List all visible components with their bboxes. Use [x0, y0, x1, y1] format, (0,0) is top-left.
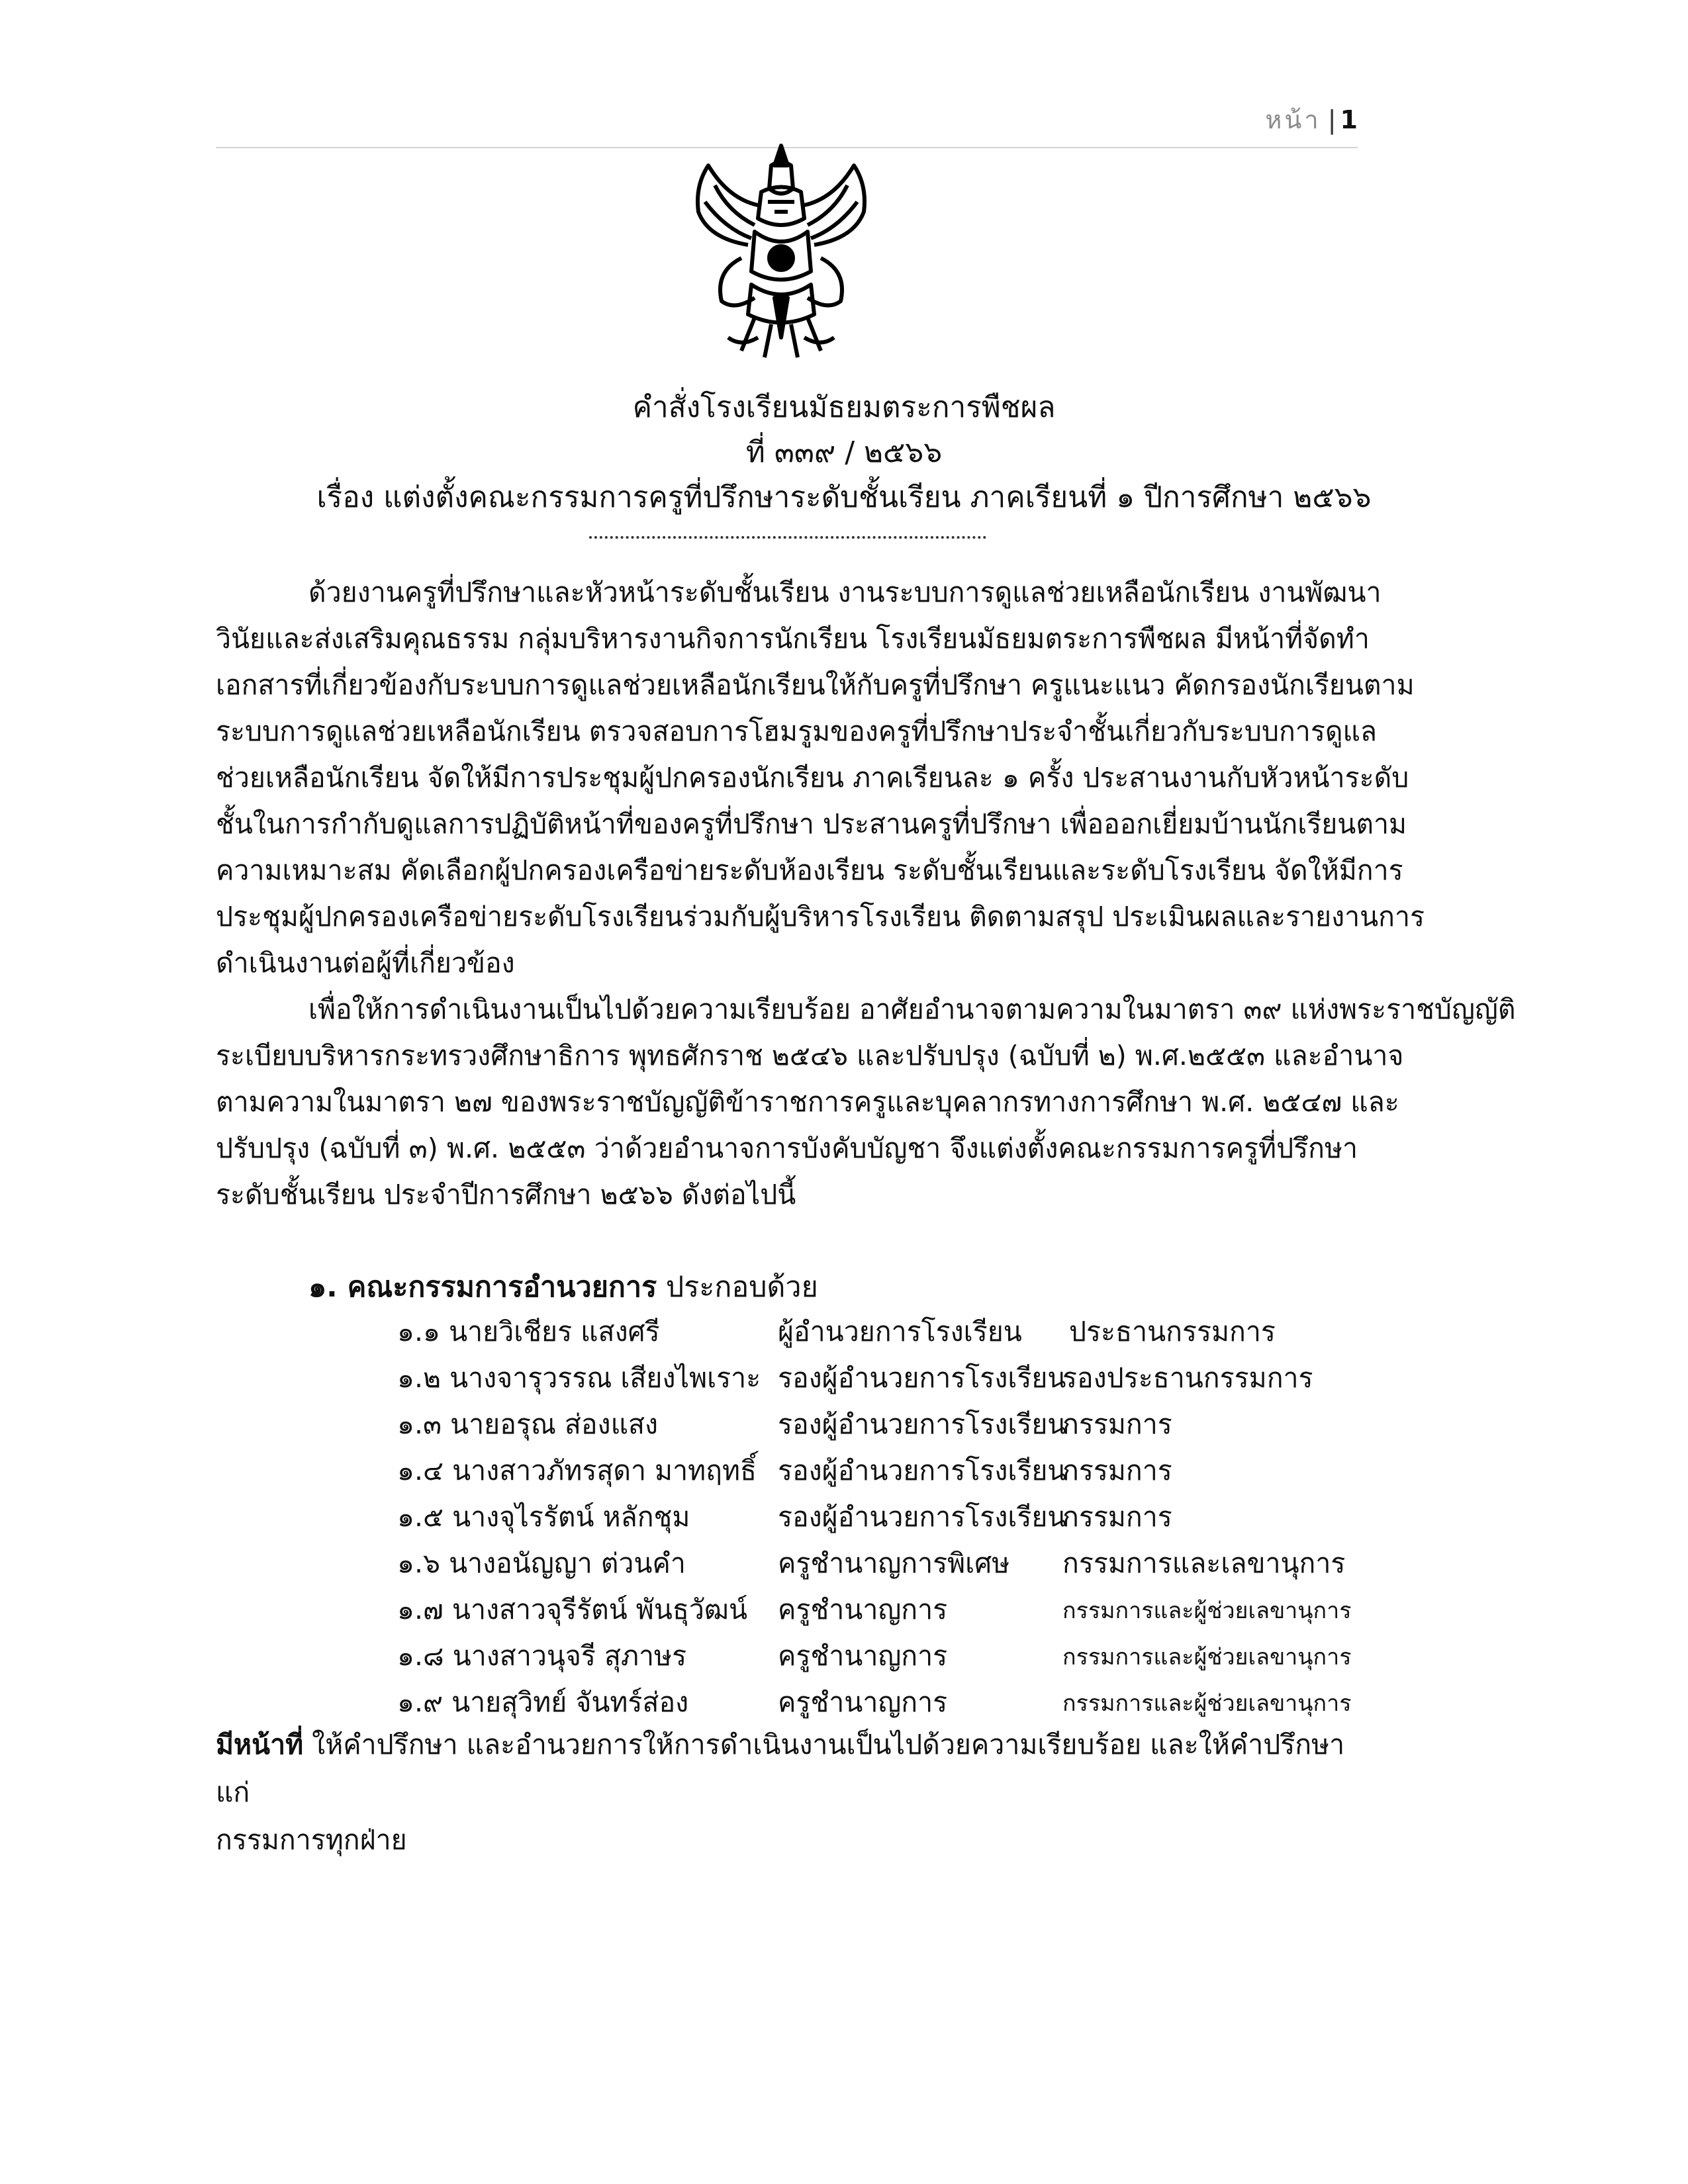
member-role: กรรมการและเลขานุการ — [1062, 1547, 1346, 1579]
order-number: ที่ ๓๓๙ / ๒๕๖๖ — [745, 435, 943, 469]
member-name: ๑.๑ นายวิเชียร แสงศรี — [397, 1316, 660, 1347]
member-position: รองผู้อำนวยการโรงเรียน — [778, 1362, 1066, 1394]
member-position: รองผู้อำนวยการโรงเรียน — [778, 1455, 1066, 1486]
member-name: ๑.๘ นางสาวนุจรี สุภาษร — [397, 1640, 687, 1672]
member-role: ประธานกรรมการ — [1069, 1316, 1276, 1347]
member-role: รองประธานกรรมการ — [1062, 1362, 1313, 1394]
member-role: กรรมการ — [1062, 1455, 1172, 1486]
member-role: กรรมการและผู้ช่วยเลขานุการ — [1062, 1644, 1352, 1670]
duty-statement — [216, 1721, 1358, 1864]
garuda-emblem-icon — [675, 139, 887, 364]
paragraph-line: ความเหมาะสม คัดเลือกผู้ปกครองเครือข่ายระดับห้องเรียน ระดับชั้นเรียนและระดับโรงเรียน จัดให้มีการ — [216, 854, 1403, 886]
member-name: ๑.๓ นายอรุณ ส่องแสง — [397, 1408, 659, 1440]
page-number-label: หน้า | 1 — [1265, 105, 1358, 134]
member-name: ๑.๖ นางอนัญญา ต่วนคำ — [397, 1547, 686, 1579]
member-name: ๑.๒ นางจารุวรรณ เสียงไพเราะ — [397, 1362, 761, 1394]
member-position: รองผู้อำนวยการโรงเรียน — [778, 1501, 1066, 1533]
member-role: กรรมการและผู้ช่วยเลขานุการ — [1062, 1598, 1352, 1624]
paragraph-line: ระดับชั้นเรียน ประจำปีการศึกษา ๒๕๖๖ ดังต่อไปนี้ — [216, 1179, 796, 1210]
paragraph-line: ดำเนินงานต่อผู้ที่เกี่ยวข้อง — [216, 947, 515, 979]
member-position: ครูชำนาญการ — [778, 1594, 948, 1625]
paragraph-line: ปรับปรุง (ฉบับที่ ๓) พ.ศ. ๒๕๕๓ ว่าด้วยอำนาจการบังคับบัญชา จึงแต่งตั้งคณะกรรมการครูที่ปรึกษา — [216, 1132, 1358, 1164]
paragraph-line: วินัยและส่งเสริมคุณธรรม กลุ่มบริหารงานกิจการนักเรียน โรงเรียนมัธยมตระการพืชผล มีหน้าที่จัดทำ — [216, 623, 1370, 655]
paragraph-line: ประชุมผู้ปกครองเครือข่ายระดับโรงเรียนร่วมกับผู้บริหารโรงเรียน ติดตามสรุป ประเมินผลและรายงานการ — [216, 901, 1425, 933]
paragraph-line: ตามความในมาตรา ๒๗ ของพระราชบัญญัติข้าราชการครูและบุคลากรทางการศึกษา พ.ศ. ๒๕๔๗ และ — [216, 1086, 1399, 1118]
member-name: ๑.๕ นางจุไรรัตน์ หลักชุม — [397, 1501, 690, 1533]
member-role: กรรมการและผู้ช่วยเลขานุการ — [1062, 1690, 1352, 1717]
member-position: รองผู้อำนวยการโรงเรียน — [778, 1408, 1066, 1440]
member-position: ผู้อำนวยการโรงเรียน — [778, 1316, 1022, 1347]
member-position: ครูชำนาญการ — [778, 1686, 948, 1718]
paragraph-line: ระเบียบบริหารกระทรวงศึกษาธิการ พุทธศักราช ๒๕๔๖ และปรับปรุง (ฉบับที่ ๒) พ.ศ.๒๕๕๓ และอำนาจ — [216, 1040, 1404, 1071]
dotted-divider — [589, 523, 986, 539]
order-title: คำสั่งโรงเรียนมัธยมตระการพืชผล — [632, 390, 1056, 424]
paragraph-line: ชั้นในการกำกับดูแลการปฏิบัติหน้าที่ของครูที่ปรึกษา ประสานครูที่ปรึกษา เพื่อออกเยี่ยมบ้านนักเรียนตาม — [216, 808, 1407, 840]
member-name: ๑.๗ นางสาวจุรีรัตน์ พันธุวัฒน์ — [397, 1594, 747, 1625]
paragraph-1 — [216, 569, 1425, 986]
paragraph-2 — [216, 986, 1516, 1218]
paragraph-line: ระบบการดูแลช่วยเหลือนักเรียน ตรวจสอบการโฮมรูมของครูที่ปรึกษาประจำชั้นเกี่ยวกับระบบการดูแล — [216, 715, 1378, 747]
member-position: ครูชำนาญการพิเศษ — [778, 1547, 1010, 1579]
paragraph-line: ช่วยเหลือนักเรียน จัดให้มีการประชุมผู้ปกครองนักเรียน ภาคเรียนละ ๑ ครั้ง ประสานงานกับหัวหน้าระดับ — [216, 762, 1409, 794]
page-number: 1 — [1340, 105, 1358, 134]
order-subject: เรื่อง แต่งตั้งคณะกรรมการครูที่ปรึกษาระดับชั้นเรียน ภาคเรียนที่ ๑ ปีการศึกษา ๒๕๖๖ — [316, 480, 1372, 514]
paragraph-line: เพื่อให้การดำเนินงานเป็นไปด้วยความเรียบร้อย อาศัยอำนาจตามความในมาตรา ๓๙ แห่งพระราชบัญญัติ — [308, 993, 1516, 1025]
member-name: ๑.๔ นางสาวภัทรสุดา มาทฤทธิ์ — [397, 1455, 757, 1486]
member-position: ครูชำนาญการ — [778, 1640, 948, 1672]
paragraph-line: ด้วยงานครูที่ปรึกษาและหัวหน้าระดับชั้นเรียน งานระบบการดูแลช่วยเหลือนักเรียน งานพัฒนา — [308, 576, 1382, 608]
member-role: กรรมการ — [1062, 1501, 1172, 1533]
section-1-heading: ๑. คณะกรรมการอำนวยการ ประกอบด้วย — [308, 1271, 818, 1304]
duty-label: มีหน้าที่ — [216, 1729, 304, 1760]
member-name: ๑.๙ นายสุวิทย์ จันทร์ส่อง — [397, 1686, 689, 1718]
member-role: กรรมการ — [1062, 1408, 1172, 1440]
duty-text: ให้คำปรึกษา และอำนวยการให้การดำเนินงานเป็นไปด้วยความเรียบร้อย และให้คำปรึกษาแก่ — [216, 1729, 1345, 1808]
duty-text-continued: กรรมการทุกฝ่าย — [216, 1824, 407, 1856]
paragraph-line: เอกสารที่เกี่ยวข้องกับระบบการดูแลช่วยเหลือนักเรียนให้กับครูที่ปรึกษา ครูแนะแนว คัดกรองนักเรียนตาม — [216, 669, 1415, 701]
